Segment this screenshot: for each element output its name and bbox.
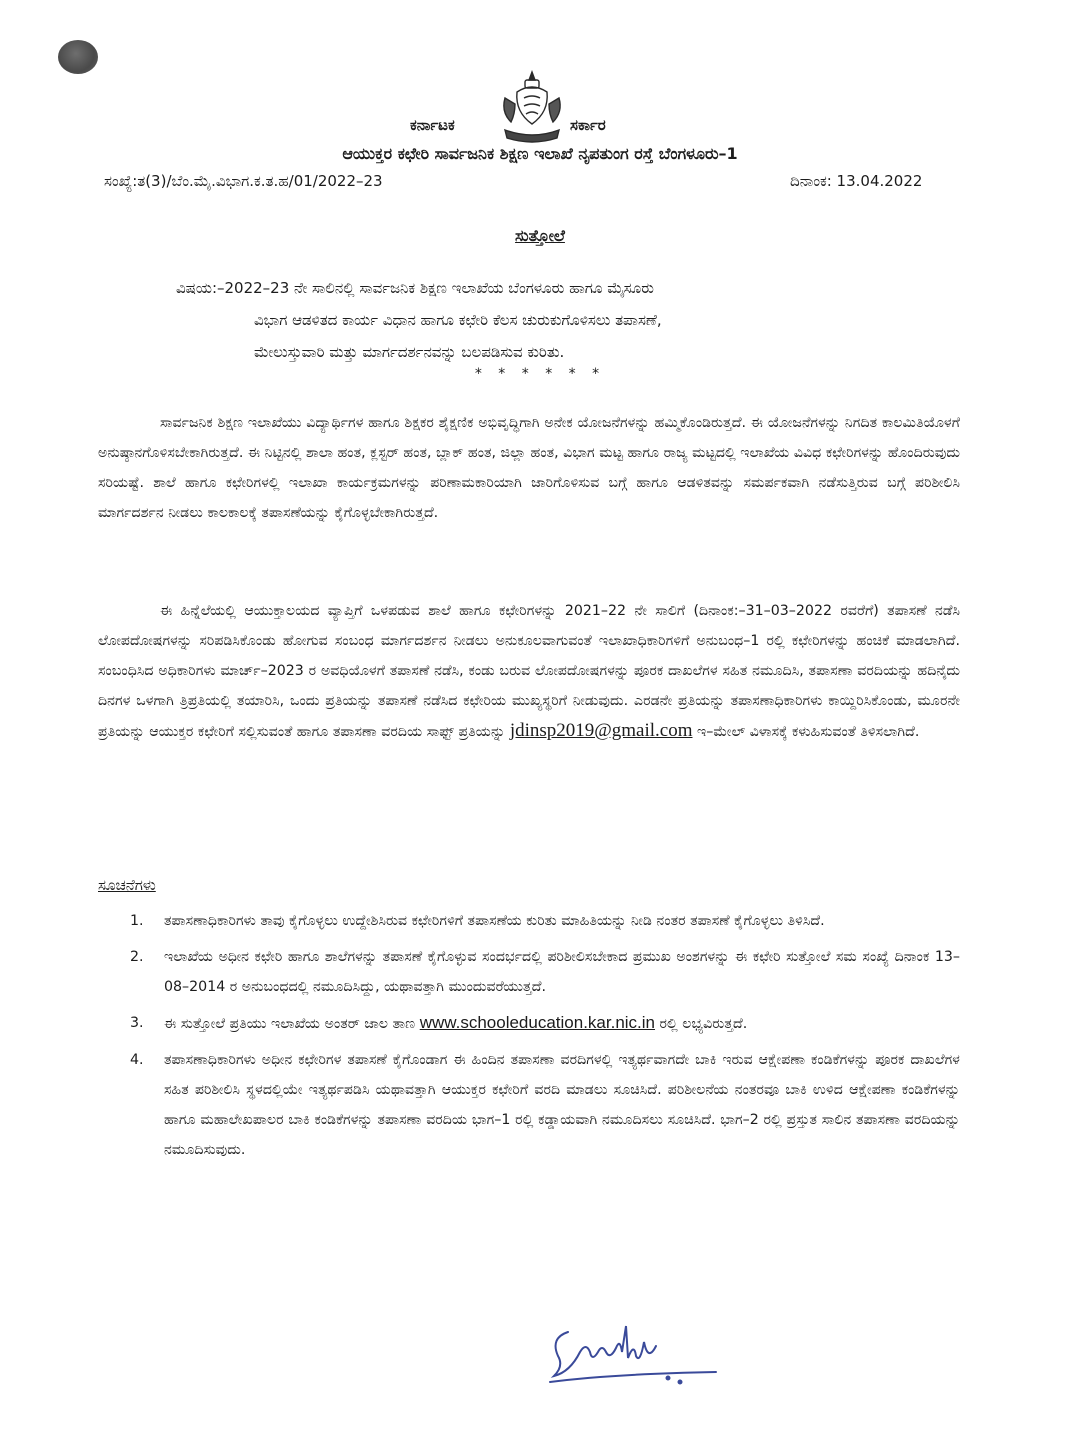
note-item xyxy=(98,942,960,1002)
note-number: 3. xyxy=(130,1015,144,1031)
note-item xyxy=(98,1045,960,1165)
paragraph-1: ಸಾರ್ವಜನಿಕ ಶಿಕ್ಷಣ ಇಲಾಖೆಯು ವಿದ್ಯಾರ್ಥಿಗಳ ಹಾಗೂ ಶಿಕ್ಷಕರ ಶೈಕ್ಷಣಿಕ ಅಭಿವೃದ್ಧಿಗಾಗಿ ಅನೇಕ ಯೋಜನೆಗಳನ್ನು ಹಮ್ಮಿಕೊಂಡಿರುತ್ತದೆ. ಈ ಯೋಜನೆಗಳನ್ನು ನಿಗದಿತ ಕಾಲಮಿತಿಯೊಳಗೆ ಅನುಷ್ಠಾನಗೊಳಿಸಬೇಕಾಗಿರುತ್ತದೆ. ಈ ನಿಟ್ಟಿನಲ್ಲಿ ಶಾಲಾ ಹಂತ, ಕ್ಲಸ್ಟರ್ ಹಂತ, ಬ್ಲಾಕ್ ಹಂತ, ಜಿಲ್ಲಾ ಹಂತ, ವಿಭಾಗ ಮಟ್ಟ ಹಾಗೂ ರಾಜ್ಯ ಮಟ್ಟದಲ್ಲಿ ಇಲಾಖೆಯ ವಿವಿಧ ಕಛೇರಿಗಳನ್ನು ಹೊಂದಿರುವುದು ಸರಿಯಷ್ಟೆ. ಶಾಲೆ ಹಾಗೂ ಕಛೇರಿಗಳಲ್ಲಿ ಇಲಾಖಾ ಕಾರ್ಯಕ್ರಮಗಳನ್ನು ಪರಿಣಾಮಕಾರಿಯಾಗಿ ಜಾರಿಗೊಳಿಸುವ ಬಗ್ಗೆ ಹಾಗೂ ಆಡಳಿತವನ್ನು ಸಮರ್ಪಕವಾಗಿ ನಡೆಸುತ್ತಿರುವ ಬಗ್ಗೆ ಪರಿಶೀಲಿಸಿ ಮಾರ್ಗದರ್ಶನ ನೀಡಲು ಕಾಲಕಾಲಕ್ಕೆ ತಪಾಸಣೆಯನ್ನು ಕೈಗೊಳ್ಳಬೇಕಾಗಿರುತ್ತದೆ. xyxy=(98,415,960,522)
website-link[interactable]: www.schooleducation.kar.nic.in xyxy=(419,1013,656,1032)
subject-line-3: ಮೇಲುಸ್ತುವಾರಿ ಮತ್ತು ಮಾರ್ಗದರ್ಶನವನ್ನು ಬಲಪಡಿಸುವ ಕುರಿತು. xyxy=(254,343,565,361)
subject-line-2: ವಿಭಾಗ ಆಡಳಿತದ ಕಾರ್ಯ ವಿಧಾನ ಹಾಗೂ ಕಛೇರಿ ಕೆಲಸ ಚುರುಕುಗೊಳಿಸಲು ತಪಾಸಣೆ, xyxy=(254,311,662,329)
issue-date: ದಿನಾಂಕ: 13.04.2022 xyxy=(790,172,923,190)
punch-hole-mark xyxy=(58,40,98,74)
note-number: 2. xyxy=(130,949,144,965)
subject-block xyxy=(176,272,916,368)
office-address: ಆಯುಕ್ತರ ಕಛೇರಿ ಸಾರ್ವಜನಿಕ ಶಿಕ್ಷಣ ಇಲಾಖೆ ನೃಪತುಂಗ ರಸ್ತೆ ಬೆಂಗಳೂರು–1 xyxy=(342,144,738,163)
paragraph-2-tail: ಇ–ಮೇಲ್ ವಿಳಾಸಕ್ಕೆ ಕಳುಹಿಸುವಂತೆ ತಿಳಿಸಲಾಗಿದೆ. xyxy=(697,724,920,741)
paragraph-2-text: ಈ ಹಿನ್ನೆಲೆಯಲ್ಲಿ ಆಯುಕ್ತಾಲಯದ ವ್ಯಾಪ್ತಿಗೆ ಒಳಪಡುವ ಶಾಲೆ ಹಾಗೂ ಕಛೇರಿಗಳನ್ನು 2021–22 ನೇ ಸಾಲಿಗೆ (ದಿನಾಂಕ:–31–03–2022 ರವರೆಗೆ) ತಪಾಸಣೆ ನಡೆಸಿ ಲೋಪದೋಷಗಳನ್ನು ಸರಿಪಡಿಸಿಕೊಂಡು ಹೋಗುವ ಸಂಬಂಧ ಮಾರ್ಗದರ್ಶನ ನೀಡಲು ಅನುಕೂಲವಾಗುವಂತೆ ಇಲಾಖಾಧಿಕಾರಿಗಳಿಗೆ ಅನುಬಂಧ–1 ರಲ್ಲಿ ಕಛೇರಿಗಳನ್ನು ಹಂಚಿಕೆ ಮಾಡಲಾಗಿದೆ. ಸಂಬಂಧಿಸಿದ ಅಧಿಕಾರಿಗಳು ಮಾರ್ಚ್–2023 ರ ಅವಧಿಯೊಳಗೆ ತಪಾಸಣೆ ನಡೆಸಿ, ಕಂಡು ಬರುವ ಲೋಪದೋಷಗಳನ್ನು ಪೂರಕ ದಾಖಲೆಗಳ ಸಹಿತ ನಮೂದಿಸಿ, ತಪಾಸಣಾ ವರದಿಯನ್ನು ಹದಿನೈದು ದಿನಗಳ ಒಳಗಾಗಿ ತ್ರಿಪ್ರತಿಯಲ್ಲಿ ತಯಾರಿಸಿ, ಒಂದು ಪ್ರತಿಯನ್ನು ತಪಾಸಣೆ ನಡೆಸಿದ ಕಛೇರಿಯ ಮುಖ್ಯಸ್ಥರಿಗೆ ನೀಡುವುದು. ಎರಡನೇ ಪ್ರತಿಯನ್ನು ತಪಾಸಣಾಧಿಕಾರಿಗಳು ಕಾಯ್ದಿರಿಸಿಕೊಂಡು, ಮೂರನೇ ಪ್ರತಿಯನ್ನು ಆಯುಕ್ತರ ಕಛೇರಿಗೆ ಸಲ್ಲಿಸುವಂತೆ ಹಾಗೂ ತಪಾಸಣಾ ವರದಿಯ ಸಾಫ್ಟ್ ಪ್ರತಿಯನ್ನು xyxy=(98,603,960,741)
paragraph-2 xyxy=(98,596,960,747)
state-emblem-icon xyxy=(497,68,567,148)
note-number: 4. xyxy=(130,1052,144,1068)
note-item xyxy=(98,906,960,936)
notes-list xyxy=(98,906,960,1171)
title-text: ಸುತ್ತೋಲೆ xyxy=(515,226,565,245)
header-state-name: ಕರ್ನಾಟಕ xyxy=(410,116,455,134)
email-link[interactable]: jdinsp2019@gmail.com xyxy=(509,720,693,742)
separator-stars: * * * * * * xyxy=(474,366,606,382)
notes-heading: ಸೂಚನೆಗಳು xyxy=(98,876,156,894)
reference-number: ಸಂಖ್ಯೆ:ತ(3)/ಬೆಂ.ಮೈ.ವಿಭಾಗ.ಕ.ತ.ಹ/01/2022–23 xyxy=(104,172,383,190)
note-text: ಈ ಸುತ್ತೋಲೆ ಪ್ರತಿಯು ಇಲಾಖೆಯ ಅಂತರ್ ಜಾಲ ತಾಣ xyxy=(164,1016,416,1032)
note-text: ತಪಾಸಣಾಧಿಕಾರಿಗಳು ತಾವು ಕೈಗೊಳ್ಳಲು ಉದ್ದೇಶಿಸಿರುವ ಕಛೇರಿಗಳಿಗೆ ತಪಾಸಣೆಯ ಕುರಿತು ಮಾಹಿತಿಯನ್ನು ನೀಡಿ ನಂತರ ತಪಾಸಣೆ ಕೈಗೊಳ್ಳಲು ತಿಳಿಸಿದೆ. xyxy=(164,913,825,929)
header-government: ಸರ್ಕಾರ xyxy=(570,116,606,134)
subject-line-1: ವಿಷಯ:–2022–23 ನೇ ಸಾಲಿನಲ್ಲಿ ಸಾರ್ವಜನಿಕ ಶಿಕ್ಷಣ ಇಲಾಖೆಯ ಬೆಂಗಳೂರು ಹಾಗೂ ಮೈಸೂರು xyxy=(176,279,654,297)
note-text-tail: ರಲ್ಲಿ ಲಭ್ಯವಿರುತ್ತದೆ. xyxy=(659,1016,748,1032)
signature-icon xyxy=(540,1312,720,1392)
note-item xyxy=(98,1008,960,1039)
note-text: ತಪಾಸಣಾಧಿಕಾರಿಗಳು ಅಧೀನ ಕಛೇರಿಗಳ ತಪಾಸಣೆ ಕೈಗೊಂಡಾಗ ಈ ಹಿಂದಿನ ತಪಾಸಣಾ ವರದಿಗಳಲ್ಲಿ ಇತ್ಯರ್ಥವಾಗದೇ ಬಾಕಿ ಇರುವ ಆಕ್ಷೇಪಣಾ ಕಂಡಿಕೆಗಳನ್ನು ಪೂರಕ ದಾಖಲೆಗಳ ಸಹಿತ ಪರಿಶೀಲಿಸಿ ಸ್ಥಳದಲ್ಲಿಯೇ ಇತ್ಯರ್ಥಪಡಿಸಿ ಯಥಾವತ್ತಾಗಿ ಆಯುಕ್ತರ ಕಛೇರಿಗೆ ವರದಿ ಮಾಡಲು ಸೂಚಿಸಿದೆ. ಪರಿಶೀಲನೆಯ ನಂತರವೂ ಬಾಕಿ ಉಳಿದ ಆಕ್ಷೇಪಣಾ ಕಂಡಿಕೆಗಳನ್ನು ಹಾಗೂ ಮಹಾಲೇಖಪಾಲರ ಬಾಕಿ ಕಂಡಿಕೆಗಳನ್ನು ತಪಾಸಣಾ ವರದಿಯ ಭಾಗ–1 ರಲ್ಲಿ ಕಡ್ಡಾಯವಾಗಿ ನಮೂದಿಸಲು ಸೂಚಿಸಿದೆ. ಭಾಗ–2 ರಲ್ಲಿ ಪ್ರಸ್ತುತ ಸಾಲಿನ ತಪಾಸಣಾ ವರದಿಯನ್ನು ನಮೂದಿಸುವುದು. xyxy=(164,1052,960,1158)
document-title xyxy=(0,226,1080,246)
note-number: 1. xyxy=(130,913,144,929)
note-text: ಇಲಾಖೆಯ ಅಧೀನ ಕಛೇರಿ ಹಾಗೂ ಶಾಲೆಗಳನ್ನು ತಪಾಸಣೆ ಕೈಗೊಳ್ಳುವ ಸಂದರ್ಭದಲ್ಲಿ ಪರಿಶೀಲಿಸಬೇಕಾದ ಪ್ರಮುಖ ಅಂಶಗಳನ್ನು ಈ ಕಛೇರಿ ಸುತ್ತೋಲೆ ಸಮ ಸಂಖ್ಯೆ ದಿನಾಂಕ 13–08–2014 ರ ಅನುಬಂಧದಲ್ಲಿ ನಮೂದಿಸಿದ್ದು, ಯಥಾವತ್ತಾಗಿ ಮುಂದುವರೆಯುತ್ತದೆ. xyxy=(164,949,960,995)
